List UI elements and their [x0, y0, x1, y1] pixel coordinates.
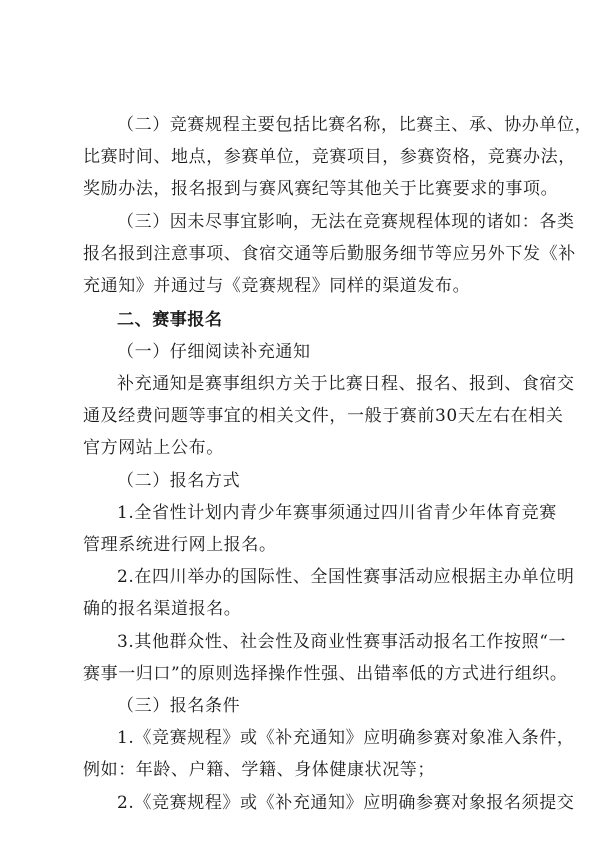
paragraph-line: 3.其他群众性、社会性及商业性赛事活动报名工作按照“一: [117, 632, 567, 652]
paragraph-line: 通及经费问题等事宜的相关文件，一般于赛前30天左右在相关: [83, 406, 564, 426]
paragraph-line: （二）竞赛规程主要包括比赛名称，比赛主、承、协办单位，: [117, 115, 593, 135]
paragraph-line: 管理系统进行网上报名。: [83, 535, 277, 555]
paragraph-line: 赛事一归口”的原则选择操作性强、出错率低的方式进行组织。: [83, 664, 568, 684]
paragraph-line: 1.《竞赛规程》或《补充通知》应明确参赛对象准入条件，: [117, 728, 575, 748]
paragraph-line: 官方网站上公布。: [83, 438, 224, 458]
paragraph-line: 2.在四川举办的国际性、全国性赛事活动应根据主办单位明: [117, 567, 575, 587]
subsection-heading: （一）仔细阅读补充通知: [117, 342, 311, 362]
paragraph-line: 例如：年龄、户籍、学籍、身体健康状况等；: [83, 760, 435, 780]
paragraph-line: 1.全省性计划内青少年赛事须通过四川省青少年体育竞赛: [117, 503, 557, 523]
paragraph-line: 充通知》并通过与《竞赛规程》同样的渠道发布。: [83, 276, 471, 296]
subsection-heading: （三）报名条件: [117, 696, 241, 716]
paragraph-line: 2.《竞赛规程》或《补充通知》应明确参赛对象报名须提交: [117, 793, 575, 813]
paragraph-line: （三）因未尽事宜影响，无法在竞赛规程体现的诸如：各类: [117, 212, 575, 232]
paragraph-line: 补充通知是赛事组织方关于比赛日程、报名、报到、食宿交: [117, 374, 575, 394]
subsection-heading: （二）报名方式: [117, 471, 241, 491]
paragraph-line: 奖励办法，报名报到与赛风赛纪等其他关于比赛要求的事项。: [83, 179, 559, 199]
paragraph-line: 确的报名渠道报名。: [83, 599, 242, 619]
paragraph-line: 报名报到注意事项、食宿交通等后勤服务细节等应另外下发《补: [83, 244, 576, 264]
section-heading: 二、赛事报名: [117, 310, 223, 330]
paragraph-line: 比赛时间、地点，参赛单位，竞赛项目，参赛资格，竞赛办法，: [83, 147, 576, 167]
